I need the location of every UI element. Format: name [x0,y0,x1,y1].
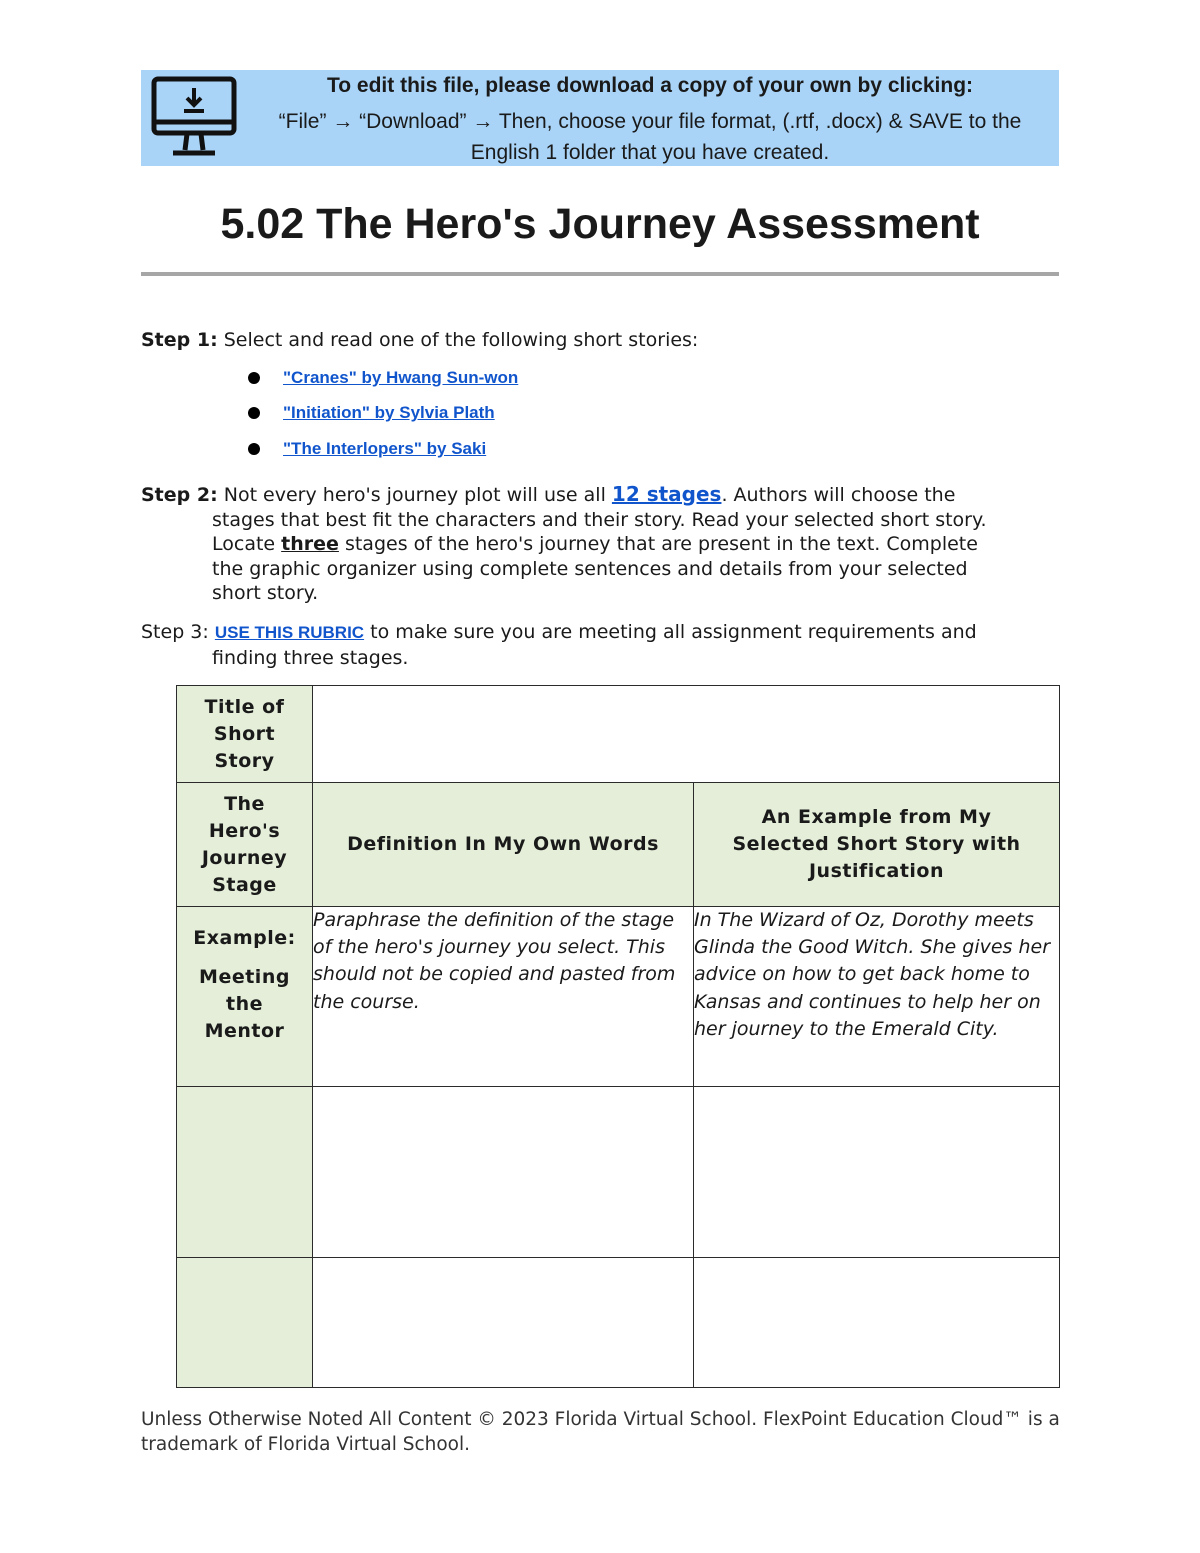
step-2-line-3-a: Locate [212,533,282,555]
definition-input-cell[interactable] [313,1258,694,1388]
example-input-cell[interactable] [694,1258,1060,1388]
step-1-label: Step 1: [141,329,218,351]
step-2-line-3 [141,532,987,557]
graphic-organizer-table [176,685,1060,1388]
title-input-cell[interactable] [313,686,1060,783]
example-justification: In The Wizard of Oz, Dorothy meets Glinda the Good Witch. She gives her advice on how to get back home to Kansas and continues to help her on her journey to the Emerald City. [694,909,1051,1040]
example-stage: Meeting the Mentor [199,966,290,1042]
step-1 [141,328,698,353]
definition-header-cell [313,783,694,907]
step-3-text: to make sure you are meeting all assignment requirements and [364,621,977,643]
download-monitor-icon [151,76,237,160]
step-2-text-a: Not every hero's journey plot will use all [217,484,612,506]
table-row [177,686,1060,783]
table-row [177,1087,1060,1258]
example-header-cell [694,783,1060,907]
bullet-icon [248,407,260,419]
definition-input-cell[interactable] [313,1087,694,1258]
step-2-line-4: the graphic organizer using complete sentences and details from your selected [212,557,968,580]
banner-instructions [241,106,1059,168]
stage-input-cell[interactable] [177,1258,313,1388]
list-item [248,360,518,396]
example-justification-cell [694,907,1060,1087]
page-title: 5.02 The Hero's Journey Assessment [220,200,980,248]
example-input-cell[interactable] [694,1087,1060,1258]
step-3 [141,620,977,670]
rubric-link[interactable]: USE THIS RUBRIC [214,623,365,642]
list-item [248,396,518,432]
download-instructions-banner [141,70,1059,166]
stage-header: The Hero's Journey Stage [201,792,288,896]
stage-input-cell[interactable] [177,1087,313,1258]
title-divider [141,272,1059,276]
step-2 [141,482,987,606]
short-story-list [248,360,518,467]
example-label: Example: [193,927,296,949]
initiation-link[interactable]: "Initiation" by Sylvia Plath [283,403,495,423]
banner-heading: To edit this file, please download a copy of your own by clicking: [326,74,974,97]
step-2-text-b: . Authors will choose the [721,484,956,506]
step-2-line-3-b: stages of the hero's journey that are present in the text. Complete [338,533,978,555]
step-1-text: Select and read one of the following short stories: [217,329,699,351]
list-item [248,431,518,467]
twelve-stages-link[interactable]: 12 stages [611,482,722,506]
example-definition: Paraphrase the definition of the stage of the hero's journey you select. This should not be copied and pasted from the course. [313,909,676,1013]
interlopers-link[interactable]: "The Interlopers" by Saki [283,438,487,458]
definition-header: Definition In My Own Words [347,833,659,855]
table-row [177,907,1060,1087]
banner-line-2: “File” → “Download” → Then, choose your file format, (.rtf, .docx) & SAVE to the [278,110,1022,133]
title-label: Title of Short Story [204,695,285,772]
banner-line-3: English 1 folder that you have created. [470,141,830,164]
copyright-footer: Unless Otherwise Noted All Content © 2023 Florida Virtual School. FlexPoint Education Cloud™ is a trademark of Florida Virtual School. [141,1409,1060,1455]
table-row [177,1258,1060,1388]
step-3-label: Step 3: [141,621,215,643]
bullet-icon [248,443,260,455]
step-3-line-2: finding three stages. [212,646,409,669]
stage-header-cell [177,783,313,907]
table-row [177,783,1060,907]
example-definition-cell [313,907,694,1087]
example-header: An Example from My Selected Short Story with Justification [732,806,1021,882]
step-2-line-2: stages that best fit the characters and their story. Read your selected short story. [212,508,987,531]
bullet-icon [248,372,260,384]
example-stage-cell [177,907,313,1087]
emphasis-three: three [281,533,339,555]
step-2-label: Step 2: [141,484,218,506]
title-label-cell [177,686,313,783]
step-2-line-5: short story. [212,582,319,604]
cranes-link[interactable]: "Cranes" by Hwang Sun-won [283,367,519,387]
